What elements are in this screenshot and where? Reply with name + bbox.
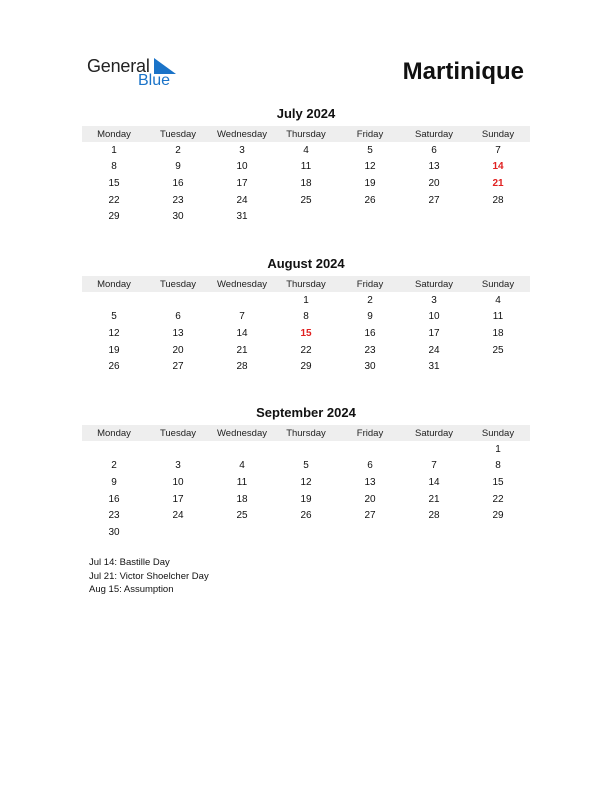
day-cell: 12 [364,161,376,173]
day-cell: 31 [236,211,248,223]
day-cell: 15 [492,476,504,488]
month-title: August 2024 [267,256,345,271]
day-cell: 20 [428,177,440,189]
empty-day-cell [466,208,530,225]
day-cell: 27 [428,194,440,206]
weekday-header: Monday [82,276,146,292]
empty-day-cell [82,441,146,458]
day-cell: 8 [495,460,501,472]
day-cell: 7 [239,311,245,323]
day-cell: 25 [236,510,248,522]
day-cell: 16 [172,177,184,189]
empty-day-cell [466,358,530,375]
day-cell: 2 [367,294,373,306]
empty-day-cell [82,292,146,309]
day-cell: 3 [431,294,437,306]
day-cell: 11 [236,476,248,488]
week-row [82,142,530,159]
day-cell: 18 [492,327,504,339]
logo [87,56,187,92]
day-cell: 9 [367,311,373,323]
day-cell: 4 [239,460,245,472]
day-cell: 7 [431,460,437,472]
weekday-header: Saturday [402,276,466,292]
day-cell: 20 [172,344,184,356]
calendar-grid [82,276,530,375]
month-title: September 2024 [256,405,356,420]
day-cell: 23 [172,194,184,206]
day-cell: 8 [303,311,309,323]
day-cell: 1 [111,144,117,156]
day-cell: 24 [236,194,248,206]
day-cell: 16 [364,327,376,339]
empty-day-cell [338,441,402,458]
week-row [82,474,530,491]
day-cell: 6 [367,460,373,472]
day-cell: 19 [300,493,312,505]
holiday-note: Jul 14: Bastille Day [89,557,170,568]
month-july [82,106,530,225]
day-cell: 9 [175,161,181,173]
day-cell: 9 [111,476,117,488]
empty-day-cell [338,208,402,225]
day-cell: 28 [492,194,504,206]
holiday-day-cell: 14 [492,161,504,173]
empty-day-cell [402,524,466,541]
holiday-note: Aug 15: Assumption [89,584,174,595]
day-cell: 19 [108,344,120,356]
day-cell: 1 [303,294,309,306]
day-cell: 17 [236,177,248,189]
week-row [82,458,530,475]
week-row [82,507,530,524]
day-cell: 13 [364,476,376,488]
week-row [82,491,530,508]
week-row [82,524,530,541]
weekday-header: Wednesday [210,425,274,441]
day-cell: 18 [300,177,312,189]
day-cell: 30 [172,211,184,223]
day-cell: 11 [300,161,312,173]
empty-day-cell [210,441,274,458]
weekday-header: Wednesday [210,126,274,142]
weekday-header: Monday [82,126,146,142]
weekday-header: Sunday [466,276,530,292]
day-cell: 29 [300,361,312,373]
week-row [82,441,530,458]
day-cell: 25 [492,344,504,356]
holiday-day-cell: 21 [492,177,504,189]
week-row [82,342,530,359]
calendar-grid [82,126,530,225]
week-row [82,192,530,209]
day-cell: 23 [108,510,120,522]
empty-day-cell [402,208,466,225]
day-cell: 29 [108,211,120,223]
day-cell: 26 [300,510,312,522]
holiday-notes [89,556,209,597]
day-cell: 18 [236,493,248,505]
day-cell: 6 [431,144,437,156]
day-cell: 3 [175,460,181,472]
day-cell: 28 [428,510,440,522]
day-cell: 8 [111,161,117,173]
empty-day-cell [274,208,338,225]
day-cell: 10 [428,311,440,323]
weekday-header: Saturday [402,425,466,441]
country-title: Martinique [402,58,524,85]
weekday-header: Friday [338,276,402,292]
day-cell: 2 [111,460,117,472]
weekday-header: Tuesday [146,425,210,441]
day-cell: 7 [495,144,501,156]
empty-day-cell [338,524,402,541]
week-row [82,292,530,309]
day-cell: 11 [492,311,504,323]
day-cell: 4 [495,294,501,306]
weekday-header: Friday [338,126,402,142]
day-cell: 31 [428,361,440,373]
empty-day-cell [146,441,210,458]
empty-day-cell [210,292,274,309]
day-cell: 14 [428,476,440,488]
day-cell: 28 [236,361,248,373]
day-cell: 29 [492,510,504,522]
month-september [82,405,530,541]
empty-day-cell [402,441,466,458]
day-cell: 19 [364,177,376,189]
day-cell: 10 [172,476,184,488]
calendar-grid [82,425,530,541]
day-cell: 12 [108,327,120,339]
weekday-header: Thursday [274,126,338,142]
day-cell: 30 [364,361,376,373]
day-cell: 2 [175,144,181,156]
day-cell: 14 [236,327,248,339]
weekday-header: Thursday [274,276,338,292]
week-row [82,175,530,192]
empty-day-cell [146,292,210,309]
weekday-header: Wednesday [210,276,274,292]
day-cell: 5 [111,311,117,323]
month-august [82,256,530,375]
day-cell: 5 [303,460,309,472]
day-cell: 22 [492,493,504,505]
day-cell: 15 [108,177,120,189]
week-row [82,358,530,375]
day-cell: 3 [239,144,245,156]
day-cell: 25 [300,194,312,206]
day-cell: 27 [172,361,184,373]
day-cell: 10 [236,161,248,173]
day-cell: 1 [495,443,501,455]
logo-blue-text: Blue [138,72,171,89]
holiday-note: Jul 21: Victor Shoelcher Day [89,570,209,582]
day-cell: 26 [108,361,120,373]
day-cell: 30 [108,526,120,538]
day-cell: 20 [364,493,376,505]
day-cell: 6 [175,311,181,323]
weekday-header: Sunday [466,126,530,142]
weekday-header: Tuesday [146,276,210,292]
day-cell: 13 [428,161,440,173]
day-cell: 16 [108,493,120,505]
day-cell: 13 [172,327,184,339]
month-title: July 2024 [276,106,336,121]
weekday-header: Monday [82,425,146,441]
day-cell: 22 [108,194,120,206]
day-cell: 27 [364,510,376,522]
weekday-header: Tuesday [146,126,210,142]
empty-day-cell [274,441,338,458]
logo-general-text: General [87,56,150,76]
weekday-header: Saturday [402,126,466,142]
day-cell: 22 [300,344,312,356]
day-cell: 5 [367,144,373,156]
day-cell: 26 [364,194,376,206]
day-cell: 24 [428,344,440,356]
day-cell: 17 [172,493,184,505]
empty-day-cell [210,524,274,541]
week-row [82,325,530,342]
week-row [82,208,530,225]
weekday-header: Sunday [466,425,530,441]
day-cell: 12 [300,476,312,488]
weekday-header: Thursday [274,425,338,441]
week-row [82,309,530,326]
empty-day-cell [146,524,210,541]
day-cell: 24 [172,510,184,522]
weekday-header: Friday [338,425,402,441]
day-cell: 21 [236,344,248,356]
day-cell: 17 [428,327,440,339]
empty-day-cell [466,524,530,541]
day-cell: 4 [303,144,309,156]
holiday-day-cell: 15 [300,327,312,339]
empty-day-cell [274,524,338,541]
day-cell: 21 [428,493,440,505]
week-row [82,159,530,176]
day-cell: 23 [364,344,376,356]
